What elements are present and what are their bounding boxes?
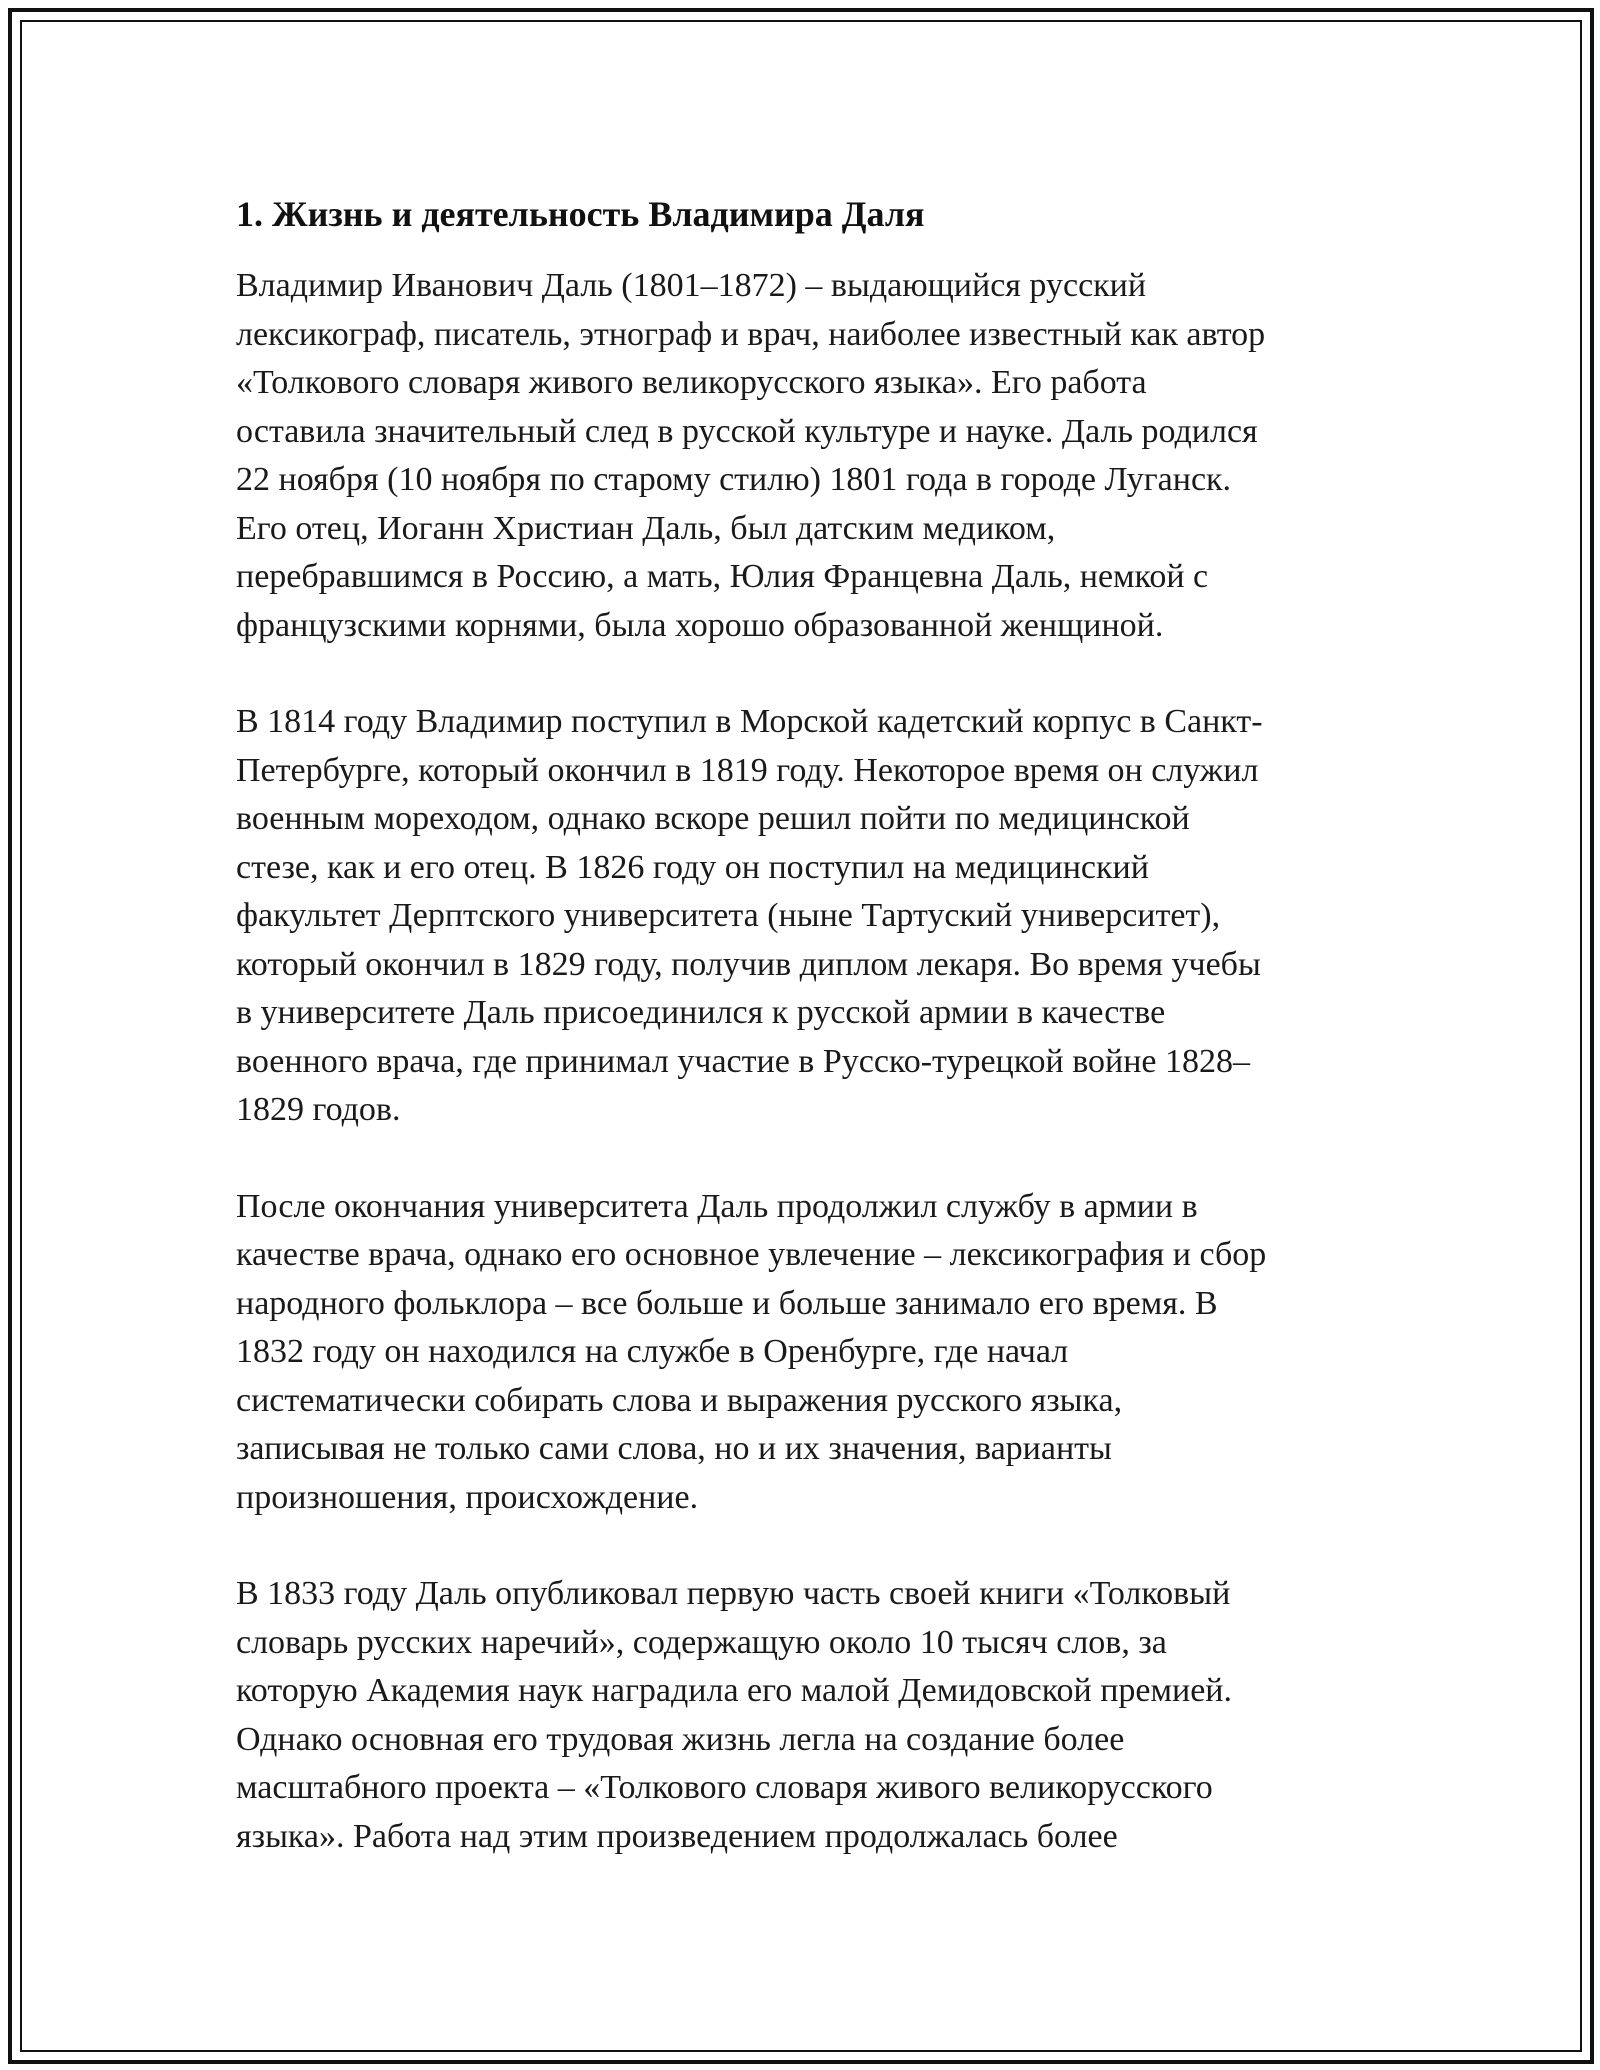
- text-line: оставила значительный след в русской культуре и науке. Даль родился: [236, 412, 1258, 450]
- text-line: Петербурге, который окончил в 1819 году. Некоторое время он служил: [236, 751, 1259, 789]
- text-line: произношения, происхождение.: [236, 1478, 699, 1516]
- document-body: [236, 192, 1376, 1909]
- text-line: словарь русских наречий», содержащую около 10 тысяч слов, за: [236, 1623, 1167, 1661]
- text-line: записывая не только сами слова, но и их значения, варианты: [236, 1430, 1112, 1467]
- text-line: языка». Работа над этим произведением продолжалась более: [236, 1817, 1118, 1855]
- text-line: масштабного проекта – «Толкового словаря живого великорусского: [236, 1769, 1213, 1806]
- text-line: стезе, как и его отец. В 1826 году он поступил на медицинский: [236, 848, 1149, 886]
- paragraph-1: [236, 262, 1376, 650]
- text-line: систематически собирать слова и выражения русского языка,: [236, 1381, 1123, 1419]
- text-line: «Толкового словаря живого великорусского языка». Его работа: [236, 364, 1147, 401]
- text-line: качестве врача, однако его основное увлечение – лексикография и сбор: [236, 1236, 1267, 1273]
- paragraph-2: [236, 698, 1376, 1135]
- paragraph-3: [236, 1183, 1376, 1523]
- text-line: факультет Дерптского университета (ныне Тартуский университет),: [236, 897, 1221, 934]
- text-line: В 1814 году Владимир поступил в Морской кадетский корпус в Санкт-: [236, 703, 1263, 740]
- text-line: перебравшимся в Россию, а мать, Юлия Францевна Даль, немкой с: [236, 558, 1209, 595]
- text-line: В 1833 году Даль опубликовал первую часть своей книги «Толковый: [236, 1575, 1231, 1612]
- text-line: который окончил в 1829 году, получив диплом лекаря. Во время учебы: [236, 945, 1261, 983]
- text-line: народного фольклора – все больше и больше занимало его время. В: [236, 1284, 1218, 1322]
- text-line: которую Академия наук наградила его малой Демидовской премией.: [236, 1672, 1232, 1709]
- text-line: Его отец, Иоганн Христиан Даль, был датским медиком,: [236, 509, 1056, 547]
- text-line: в университете Даль присоединился к русской армии в качестве: [236, 994, 1166, 1031]
- section-heading: 1. Жизнь и деятельность Владимира Даля: [236, 194, 925, 234]
- text-line: 1832 году он находился на службе в Оренбурге, где начал: [236, 1333, 1069, 1370]
- paragraph-4: [236, 1570, 1376, 1861]
- text-line: французскими корнями, была хорошо образованной женщиной.: [236, 606, 1164, 644]
- text-line: 22 ноября (10 ноября по старому стилю) 1801 года в городе Луганск.: [236, 461, 1232, 498]
- text-line: военным мореходом, однако вскоре решил пойти по медицинской: [236, 800, 1190, 837]
- text-line: Однако основная его трудовая жизнь легла на создание более: [236, 1720, 1125, 1758]
- text-line: лексикограф, писатель, этнограф и врач, наиболее известный как автор: [236, 315, 1266, 353]
- text-line: военного врача, где принимал участие в Русско-турецкой войне 1828–: [236, 1042, 1251, 1080]
- text-line: 1829 годов.: [236, 1091, 401, 1128]
- text-line: Владимир Иванович Даль (1801–1872) – выдающийся русский: [236, 267, 1147, 304]
- text-line: После окончания университета Даль продолжил службу в армии в: [236, 1187, 1198, 1225]
